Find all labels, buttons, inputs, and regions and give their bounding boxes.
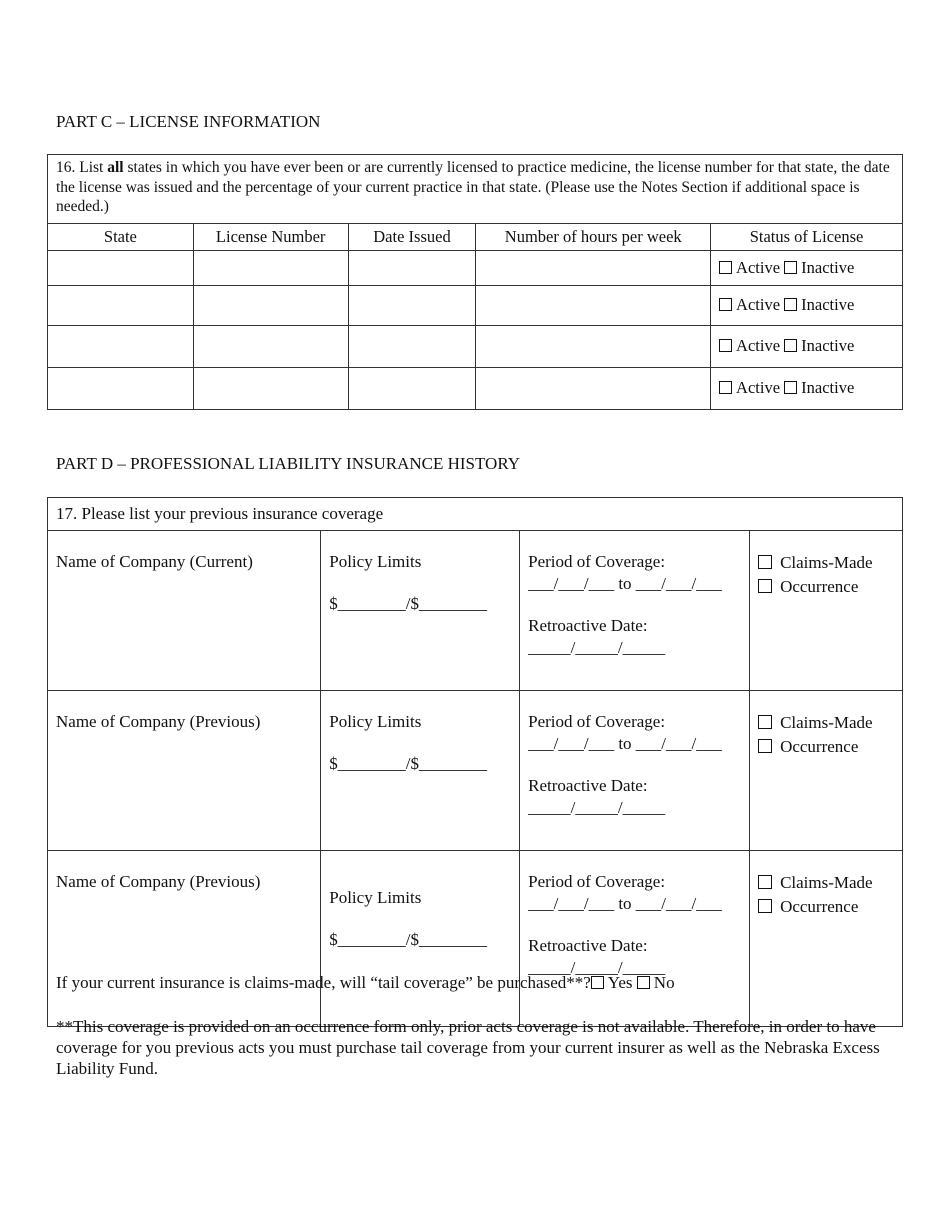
date-issued-cell[interactable] (348, 325, 476, 367)
claims-made-label: Claims-Made (780, 553, 873, 572)
state-cell[interactable] (48, 285, 194, 325)
active-checkbox[interactable] (719, 298, 732, 311)
occurrence-label: Occurrence (780, 577, 859, 596)
license-row (48, 367, 903, 409)
state-cell[interactable] (48, 325, 194, 367)
inactive-checkbox[interactable] (784, 339, 797, 352)
coverage-cell (520, 691, 750, 851)
retro-label: Retroactive Date: (528, 616, 648, 635)
state-cell[interactable] (48, 367, 194, 409)
claims-made-checkbox[interactable] (758, 715, 772, 729)
tail-coverage-question (56, 972, 896, 993)
company-label: Name of Company (Previous) (56, 712, 261, 731)
occurrence-label: Occurrence (780, 897, 859, 916)
col-hours-per-week: Number of hours per week (476, 223, 711, 250)
col-state: State (48, 223, 194, 250)
retro-label: Retroactive Date: (528, 936, 648, 955)
tail-no-label: No (653, 973, 675, 992)
inactive-checkbox[interactable] (784, 298, 797, 311)
q16-text: states in which you have ever been or are currently licensed to practice medicine, the license number for that state, the date the license was issued and the percentage of your current practice in that state. (Please use the Notes Section if additional space is needed.) (56, 159, 890, 215)
active-label: Active (736, 336, 781, 355)
period-label: Period of Coverage: (528, 552, 666, 571)
insurance-row-previous (48, 691, 903, 851)
q16-number: 16. List (56, 159, 104, 176)
tail-yes-label: Yes (607, 973, 633, 992)
policy-limits-cell (321, 531, 520, 691)
company-cell[interactable] (48, 531, 321, 691)
inactive-label: Inactive (801, 257, 855, 277)
retro-field[interactable]: _____/_____/_____ (528, 798, 666, 817)
inactive-label: Inactive (801, 378, 855, 397)
date-issued-cell[interactable] (348, 285, 476, 325)
active-checkbox[interactable] (719, 381, 732, 394)
inactive-checkbox[interactable] (784, 261, 797, 274)
occurrence-checkbox[interactable] (758, 739, 772, 753)
active-label: Active (736, 295, 781, 314)
insurance-table (47, 497, 903, 1027)
coverage-cell (520, 851, 750, 1027)
license-row (48, 325, 903, 367)
claims-made-label: Claims-Made (780, 713, 873, 732)
tail-question-text: If your current insurance is claims-made, will “tail coverage” be purchased**? (56, 973, 591, 992)
footnote: **This coverage is provided on an occurrence form only, prior acts coverage is not available. Therefore, in order to have coverage for you previous acts you must purchase tail coverage from your current insurer as well as the Nebraska Excess Liability Fund. (56, 1017, 880, 1078)
insurance-row-current (48, 531, 903, 691)
state-cell[interactable] (48, 250, 194, 285)
status-cell (711, 367, 903, 409)
occurrence-label: Occurrence (780, 737, 859, 756)
hours-cell[interactable] (476, 325, 711, 367)
policy-limits-field[interactable]: $________/$________ (329, 930, 487, 949)
question-16 (48, 155, 903, 224)
coverage-cell (520, 531, 750, 691)
hours-cell[interactable] (476, 250, 711, 285)
policy-limits-label: Policy Limits (329, 888, 422, 907)
license-row (48, 285, 903, 325)
part-d-heading: PART D – PROFESSIONAL LIABILITY INSURANCE HISTORY (56, 454, 521, 473)
inactive-label: Inactive (801, 295, 855, 314)
retro-label: Retroactive Date: (528, 776, 648, 795)
company-label: Name of Company (Previous) (56, 872, 261, 891)
part-c-heading: PART C – LICENSE INFORMATION (56, 112, 321, 131)
retro-field[interactable]: _____/_____/_____ (528, 958, 666, 977)
active-label: Active (736, 257, 781, 277)
period-field[interactable]: ___/___/___ to ___/___/___ (528, 574, 722, 593)
status-cell (711, 250, 903, 285)
policy-type-cell (750, 851, 903, 1027)
tail-no-checkbox[interactable] (637, 976, 650, 989)
retro-field[interactable]: _____/_____/_____ (528, 638, 666, 657)
col-date-issued: Date Issued (348, 223, 476, 250)
occurrence-checkbox[interactable] (758, 579, 772, 593)
license-table (47, 154, 903, 410)
policy-limits-field[interactable]: $________/$________ (329, 594, 487, 613)
inactive-label: Inactive (801, 336, 855, 355)
policy-type-cell (750, 531, 903, 691)
policy-limits-cell (321, 691, 520, 851)
company-cell[interactable] (48, 691, 321, 851)
license-number-cell[interactable] (193, 367, 348, 409)
hours-cell[interactable] (476, 367, 711, 409)
license-number-cell[interactable] (193, 250, 348, 285)
period-label: Period of Coverage: (528, 712, 666, 731)
claims-made-checkbox[interactable] (758, 555, 772, 569)
claims-made-checkbox[interactable] (758, 875, 772, 889)
inactive-checkbox[interactable] (784, 381, 797, 394)
period-label: Period of Coverage: (528, 872, 666, 891)
date-issued-cell[interactable] (348, 250, 476, 285)
license-number-cell[interactable] (193, 325, 348, 367)
policy-limits-cell (321, 851, 520, 1027)
question-17: 17. Please list your previous insurance coverage (48, 498, 903, 531)
hours-cell[interactable] (476, 285, 711, 325)
active-label: Active (736, 378, 781, 397)
license-number-cell[interactable] (193, 285, 348, 325)
col-status: Status of License (711, 223, 903, 250)
active-checkbox[interactable] (719, 339, 732, 352)
license-row (48, 250, 903, 285)
company-label: Name of Company (Current) (56, 552, 253, 571)
insurance-row-previous (48, 851, 903, 1027)
policy-type-cell (750, 691, 903, 851)
tail-yes-checkbox[interactable] (591, 976, 604, 989)
status-cell (711, 285, 903, 325)
policy-limits-field[interactable]: $________/$________ (329, 754, 487, 773)
col-license-number: License Number (193, 223, 348, 250)
active-checkbox[interactable] (719, 261, 732, 274)
policy-limits-label: Policy Limits (329, 712, 422, 731)
period-field[interactable]: ___/___/___ to ___/___/___ (528, 734, 722, 753)
claims-made-label: Claims-Made (780, 873, 873, 892)
policy-limits-label: Policy Limits (329, 552, 422, 571)
q16-emphasis: all (107, 159, 124, 176)
status-cell (711, 325, 903, 367)
period-field[interactable]: ___/___/___ to ___/___/___ (528, 894, 722, 913)
company-cell[interactable] (48, 851, 321, 1027)
date-issued-cell[interactable] (348, 367, 476, 409)
occurrence-checkbox[interactable] (758, 899, 772, 913)
